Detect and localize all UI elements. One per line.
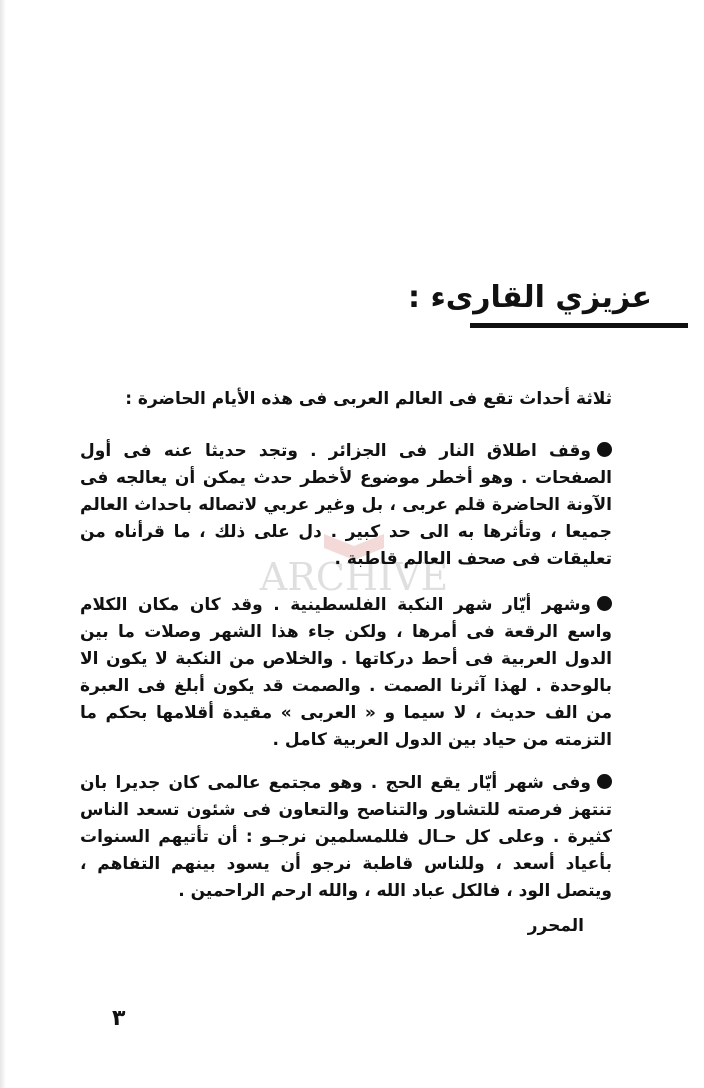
paragraph-algeria xyxy=(80,438,612,573)
paragraph-hajj xyxy=(80,770,612,905)
title-underline xyxy=(470,323,688,328)
paragraph-text: وفى شهر أيّار يقع الحج . وهو مجتمع عالمى كان جديرا بان تنتهز فرصته للتشاور والتناصح والتعاون فى شئون تسعد الناس كثيرة . وعلى كل حـال فللمسلمين نرجـو : أن تأتيهم السنوات بأعياد أسعد ، وللناس قاطبة نرجو أن يسود بينهم التفاهم ، ويتصل الود ، فالكل عباد الله ، والله ارحم الراحمين . xyxy=(80,773,612,901)
paragraph-palestine xyxy=(80,592,612,754)
bullet-icon xyxy=(597,442,612,457)
bullet-icon xyxy=(597,774,612,789)
intro-paragraph: ثلاثة أحداث تقع فى العالم العربى فى هذه الأيام الحاضرة : xyxy=(125,389,612,409)
bullet-icon xyxy=(597,596,612,611)
paragraph-text: وقف اطلاق النار فى الجزائر . وتجد حديثا عنه فى أول الصفحات . وهو أخطر موضوع لأخطر حدث يمكن أن يعالجه فى الآونة الحاضرة قلم عربى ، بل وغير عربي لاتصاله باحداث العالم جميعا ، وتأثرها به الى حد كبير . دل على ذلك ، ما قرأناه من تعليقات فى صحف العالم قاطبة . xyxy=(80,441,612,569)
page-number: ٣ xyxy=(112,1006,126,1031)
editor-signature: المحرر xyxy=(527,916,584,936)
page-edge-shadow xyxy=(0,0,6,1088)
watermark-text: ARCHIVE xyxy=(259,555,449,596)
page-title: عزيزي القارىء : xyxy=(408,280,652,315)
paragraph-text: وشهر أيّار شهر النكبة الفلسطينية . وقد كان مكان الكلام واسع الرقعة فى أمرها ، ولكن جاء هذا الشهر وصلات ما بين الدول العربية فى أحط دركاتها . والخلاص من النكبة لا يكون الا بالوحدة . لهذا آثرنا الصمت . والصمت قد يكون أبلغ فى العبرة من الف حديث ، لا سيما و « العربى » مقيدة أقلامها بحكم ما التزمته من حياد بين الدول العربية كامل . xyxy=(80,595,612,750)
